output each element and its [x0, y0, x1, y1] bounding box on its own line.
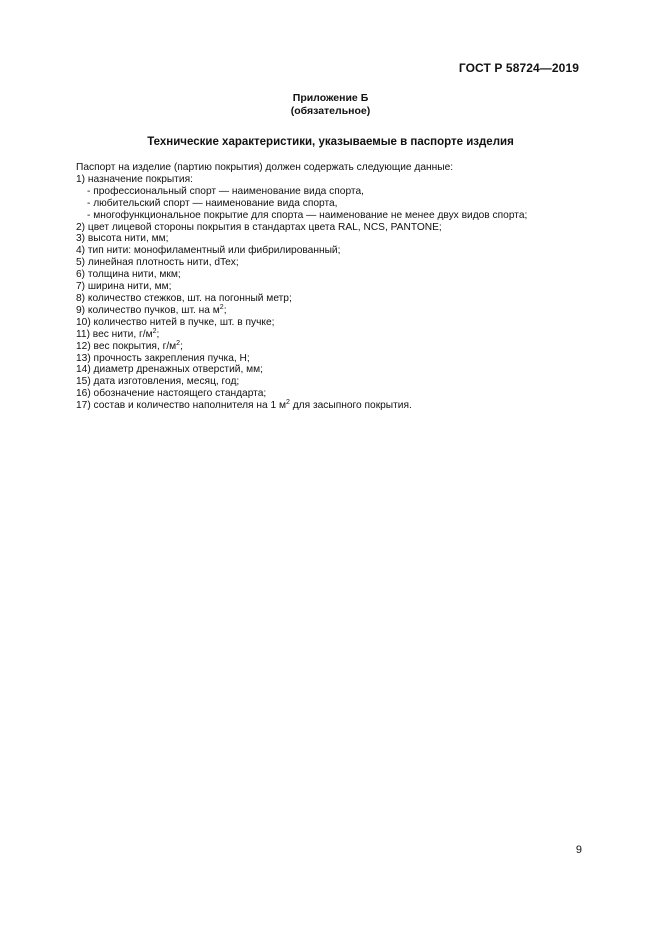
list-item: 7) ширина нити, мм; — [76, 281, 172, 293]
list-item: 3) высота нити, мм; — [76, 233, 169, 245]
intro-paragraph: Паспорт на изделие (партию покрытия) должен содержать следующие данные: — [76, 162, 454, 173]
list-item-text: 12) вес покрытия, г/м — [76, 340, 177, 352]
list-item — [76, 305, 596, 317]
list-item-text: 9) количество пучков, шт. на м — [76, 304, 220, 316]
list-item — [76, 400, 596, 412]
list-item: 8) количество стежков, шт. на погонный метр; — [76, 292, 292, 304]
document-body — [76, 162, 596, 412]
appendix-status: (обязательное) — [290, 105, 371, 117]
sub-list-item: - профессиональный спорт — наименование вида спорта, — [87, 185, 364, 197]
list-item: 6) толщина нити, мкм; — [76, 269, 181, 281]
page-number: 9 — [575, 844, 582, 856]
superscript: 2 — [219, 303, 224, 311]
list-item: 4) тип нити: монофиламентный или фибрилированный; — [76, 245, 341, 257]
list-item-text: ; — [223, 304, 227, 316]
list-item: 2) цвет лицевой стороны покрытия в стандартах цвета RAL, NCS, PANTONE; — [76, 221, 442, 233]
sub-list-item: - любительский спорт — наименование вида спорта, — [87, 197, 338, 209]
list-item — [76, 341, 596, 353]
section-title: Технические характеристики, указываемые в паспорте изделия — [147, 136, 514, 148]
superscript: 2 — [285, 399, 290, 407]
list-item: 1) назначение покрытия: — [76, 173, 193, 185]
list-item: 10) количество нитей в пучке, шт. в пучке; — [76, 316, 275, 328]
sub-list-item: - многофункциональное покрытие для спорта — наименование не менее двух видов спорта; — [87, 209, 528, 221]
superscript: 2 — [176, 339, 181, 347]
list-item: 14) диаметр дренажных отверстий, мм; — [76, 364, 263, 376]
list-item-text: ; — [156, 328, 160, 340]
list-item: 13) прочность закрепления пучка, Н; — [76, 352, 250, 364]
list-item-text: для засыпного покрытия. — [289, 400, 412, 412]
list-item — [76, 329, 596, 341]
list-item-text: 17) состав и количество наполнителя на 1 м — [76, 400, 286, 412]
list-item: 15) дата изготовления, месяц, год; — [76, 376, 240, 388]
appendix-heading — [0, 92, 661, 118]
list-item-text: ; — [180, 340, 183, 352]
standard-code: ГОСТ Р 58724—2019 — [458, 61, 579, 75]
list-item: 16) обозначение настоящего стандарта; — [76, 388, 267, 400]
list-item: 5) линейная плотность нити, dTex; — [76, 257, 239, 269]
list-item-text: 11) вес нити, г/м — [76, 328, 153, 340]
superscript: 2 — [152, 327, 157, 335]
appendix-title: Приложение Б — [292, 92, 369, 104]
